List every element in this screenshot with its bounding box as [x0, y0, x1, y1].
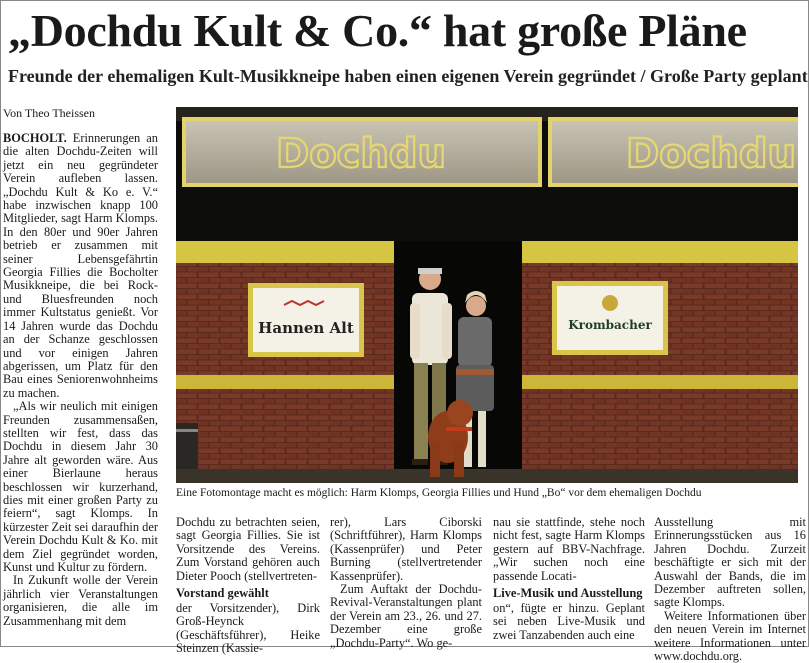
paragraph: nau sie stattfinde, stehe noch nicht fest, sagte Harm Klomps gestern auf BBV-Nachfrage. „Wir suchen noch eine passende Locati-: [493, 515, 645, 583]
awning-left: [182, 117, 542, 187]
byline: Von Theo Theissen: [3, 106, 95, 120]
paragraph: der Vorsitzender), Dirk Groß-Heynck (Geschäftsführer), Heike Steinzen (Kassie-: [176, 601, 320, 656]
article-column-1: [3, 132, 158, 628]
paragraph: Weitere Informationen über den neuen Verein im Internet weitere Informationen unter www.dochdu.org.: [654, 608, 806, 663]
sign-text-right: Krombacher: [568, 318, 652, 332]
headline: „Dochdu Kult & Co.“ hat große Pläne: [8, 5, 747, 56]
paragraph: Zum Auftakt der Dochdu-Revival-Veranstaltungen plant der Verein am 23., 26. und 27. Dezember eine große „Dochdu-Party“. Wo ge-: [330, 582, 482, 650]
awning-right: [548, 117, 798, 187]
section-heading: Live-Musik und Ausstellung: [493, 586, 643, 601]
sign-hannen-alt: [248, 283, 364, 357]
paragraph: [3, 132, 158, 400]
article-column-5: [654, 516, 806, 663]
paragraph: In Zukunft wolle der Verein jährlich vier Veranstaltungen organisieren, die alle im Zusammenhang mit dem: [3, 573, 158, 628]
paragraph-text: Erinnerungen an die alten Dochdu-Zeiten will jetzt ein neu gegründeter Verein aufleben lassen. „Dochdu Kult & Ko e. V.“ habe inzwischen knapp 100 Mitglieder, sagt Harm Klomps. In den 80er und 90er Jahren betrieb er zusammen mit seiner Lebensgefährtin Georgia Fillies die Bocholter Musikkneipe, die bei Rock- und Bluesfreunden noch immer Kultstatus genießt. Vor 14 Jahren wurde das Dochdu an der Schanze geschlossen und vor einigen Jahren abgerissen, um Platz für den Bau eines Seniorenwohnheims zu machen.: [3, 131, 158, 400]
sign-text-left: Hannen Alt: [258, 319, 354, 337]
dateline: BOCHOLT.: [3, 131, 67, 145]
sign-krombacher: [552, 281, 668, 355]
article-column-4: [493, 516, 645, 642]
article-column-3: [330, 516, 482, 650]
paragraph: on“, fügte er hinzu. Geplant sei neben Live-Musik und zwei Tanzabenden auch eine: [493, 601, 645, 642]
paragraph: Ausstellung mit Erinnerungsstücken aus 16 Jahren Dochdu. Zurzeit beschäftigte er sich mit der Auswahl der Bands, die im Dezember auftreten sollen, sagte Klomps.: [654, 515, 806, 610]
photo-caption: Eine Fotomontage macht es möglich: Harm Klomps, Georgia Fillies und Hund „Bo“ vor dem ehemaligen Dochdu: [176, 487, 702, 499]
paragraph: rer), Lars Ciborski (Schriftführer), Harm Klomps (Kassenprüfer) und Peter Burning (stellvertretender Kassenprüfer).: [330, 515, 482, 583]
photo-illustration: [176, 107, 798, 483]
paragraph: „Als wir neulich mit einigen Freunden zusammensaßen, stellten wir fest, dass das Dochdu in diesem Jahr 30 Jahre alt geworden wäre. Aus einer Bierlaune heraus beschlossen wir kurzerhand, dies mit einer großen Party zu feiern“, sagt Klomps. In kürzester Zeit sei daraufhin der Verein Dochdu Kult & Ko. mit dem Ziel gegründet worden, Kunst und Kultur zu fördern.: [3, 399, 158, 574]
paragraph: Dochdu zu betrachten seien, sagt Georgia Fillies. Sie ist Vorsitzende des Vereins. Zum Vorstand gehören auch Dieter Pooch (stellvertreten-: [176, 515, 320, 583]
section-heading: Vorstand gewählt: [176, 586, 269, 601]
banner-text-left: Dochdu: [276, 131, 446, 177]
article-column-2: [176, 516, 320, 656]
subheadline: Freunde der ehemaligen Kult-Musikkneipe haben einen eigenen Verein gegründet / Große Party geplant: [8, 66, 808, 86]
banner-text-right: Dochdu: [626, 131, 796, 177]
article-photo: [176, 107, 798, 483]
